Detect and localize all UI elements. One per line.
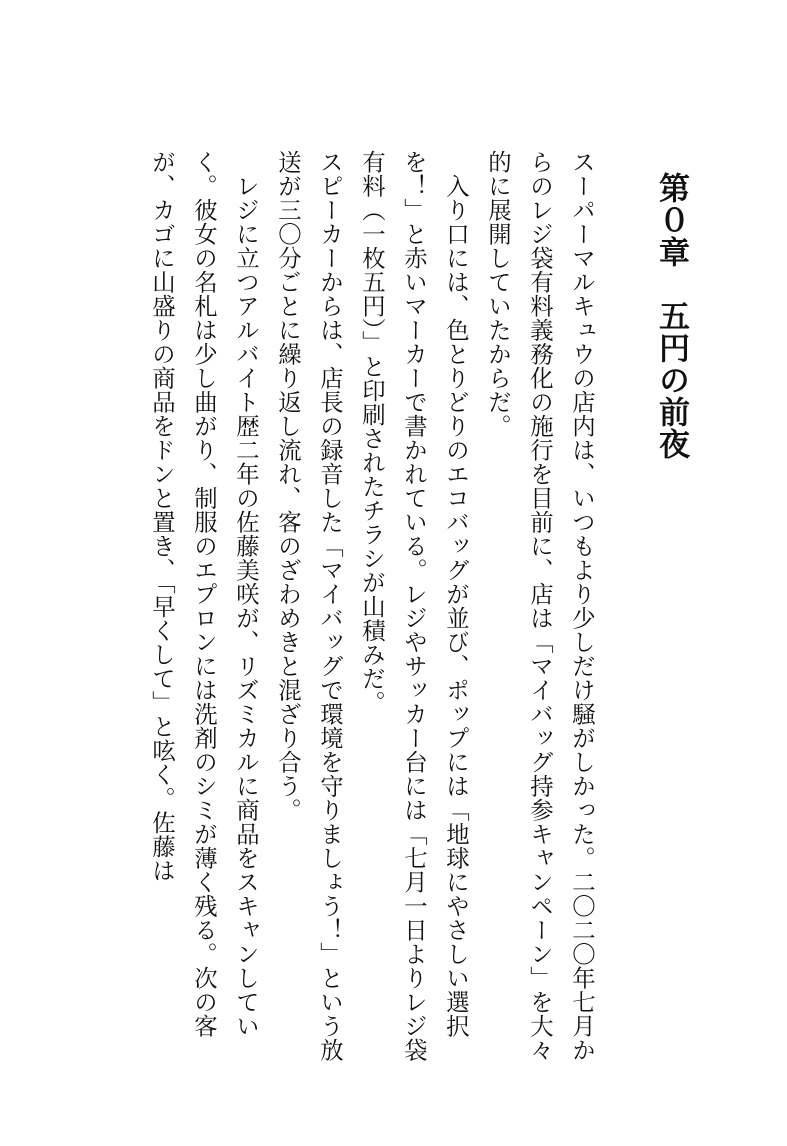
body-text	[83, 150, 603, 1070]
chapter-title: 第０章 五円の前夜	[653, 172, 689, 460]
paragraph: レジに立つアルバイト歴二年の佐藤美咲が、リズミカルに商品をスキャンしていく。彼女の名札は少し曲がり、制服のエプロンには洗剤のシミが薄く残る。次の客が、カゴに山盛りの商品をドンと置き、「早くして」と呟く。佐藤は	[148, 150, 260, 1038]
paragraph: 入り口には、色とりどりのエコバッグが並び、ポップには「地球にやさしい選択を！」と赤いマーカーで書かれている。レジやサッカー台には「七月一日よりレジ袋有料（一枚五円）」と印刷されたチラシが山積みだ。	[358, 150, 470, 1062]
paragraph: スピーカーからは、店長の録音した「マイバッグで環境を守りましょう！」という放送が三〇分ごとに繰り返し流れ、客のざわめきと混ざり合う。	[274, 150, 344, 1062]
paragraph: スーパーマルキュウの店内は、いつもより少しだけ騒がしかった。二〇二〇年七月からのレジ袋有料義務化の施行を目前に、店は「マイバッグ持参キャンペーン」を大々的に展開していたからだ。	[484, 150, 596, 1062]
